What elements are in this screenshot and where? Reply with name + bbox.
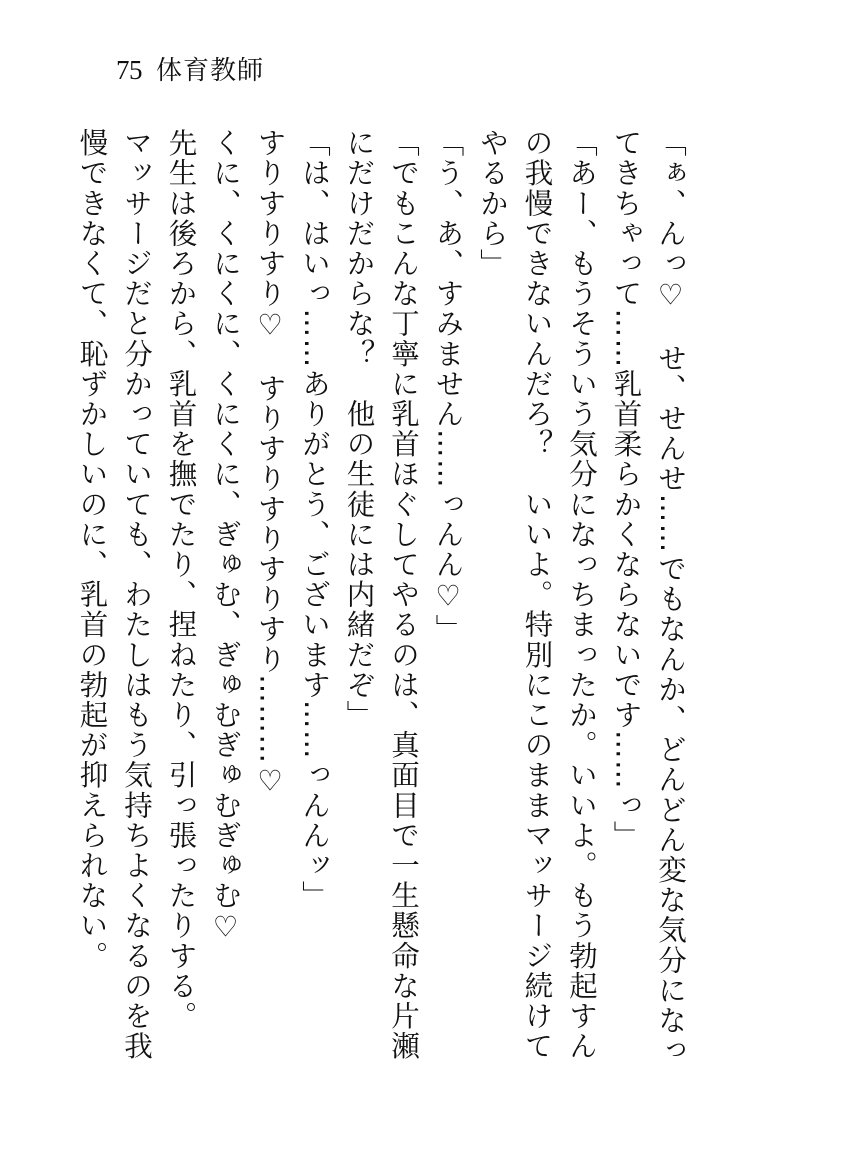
paragraph: 「う、あ、すみません……っんん♡」	[431, 128, 465, 645]
page-number: 75	[116, 55, 142, 85]
paragraph: マッサージだと分かっていても、わたしはもう気持ちよくなるのを我慢できなくて、恥ずかしいのに、乳首の勃起が抑えられない。	[75, 128, 153, 1062]
paragraph: 「ぁ、んっ♡ せ、せんせ……でもなんか、どんどん変な気分になってきちゃって……乳首柔らかくならないです……っ」	[609, 128, 687, 1066]
paragraph: 「でもこんな丁寧に乳首ほぐしてやるのは、真面目で一生懸命な片瀬にだけだからな？ 他の生徒には内緒だぞ」	[342, 128, 420, 1062]
paragraph: 「あー、もうそういう気分になっちまったか。いいよ。もう勃起すんの我慢できないんだろ？ いいよ。特別にこのままマッサージ続けてやるから」	[476, 128, 598, 1062]
page-header	[116, 50, 264, 90]
paragraph: すりすりすり♡ すりすりすりすりすり………♡	[253, 128, 287, 800]
paragraph: くに、くにくに、くにくに、ぎゅむ、ぎゅむぎゅむぎゅむ♡	[209, 128, 242, 946]
paragraph: 「は、はいっ……ありがとう、ございます……っんんッ」	[298, 128, 331, 911]
chapter-title: 体育教師	[156, 56, 265, 86]
paragraph: 先生は後ろから、乳首を撫でたり、捏ねたり、引っ張ったりする。	[164, 128, 198, 1031]
vertical-body-text	[75, 128, 692, 1088]
